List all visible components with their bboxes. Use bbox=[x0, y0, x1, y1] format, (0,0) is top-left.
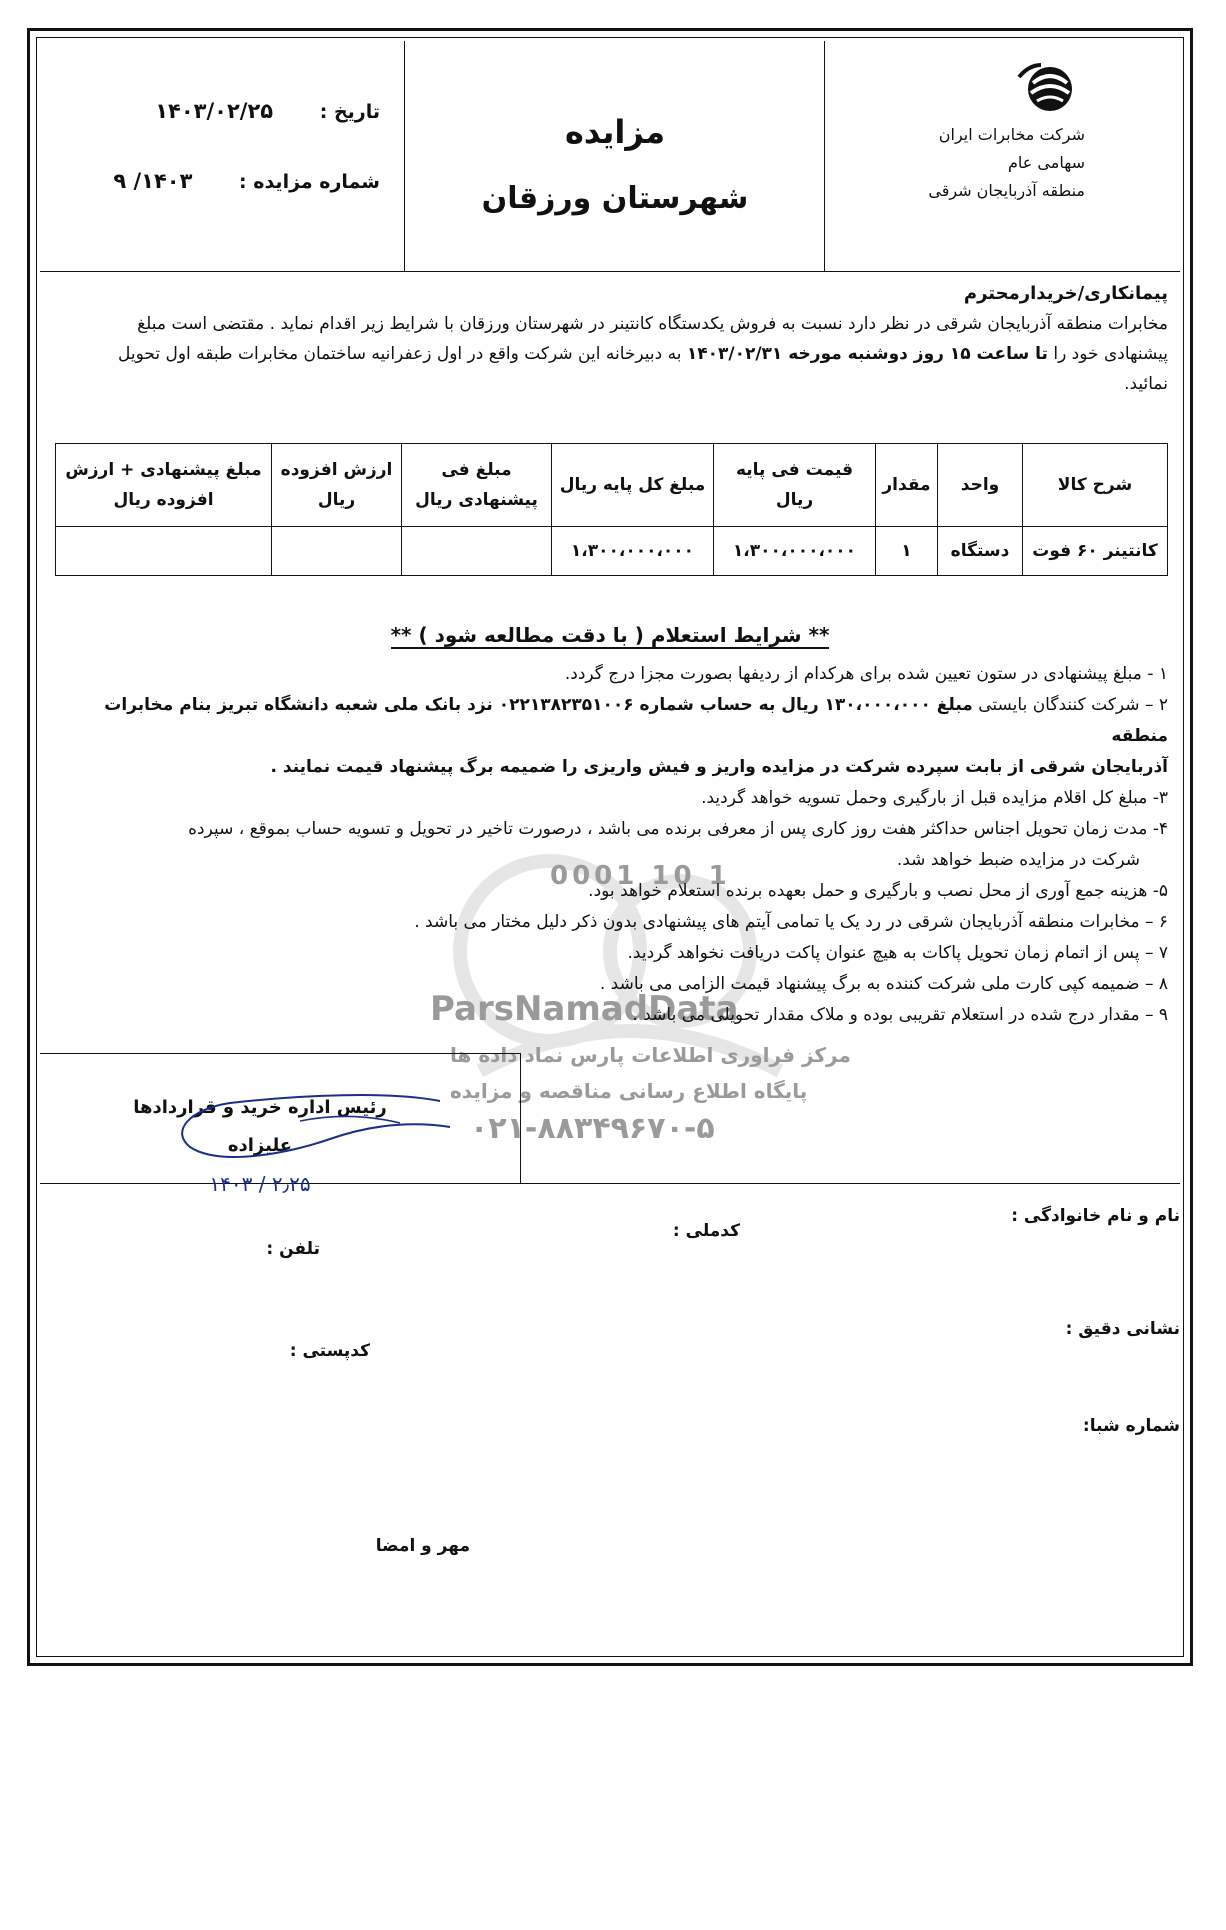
condition-2-start: ۲ – شرکت کنندگان بایستی bbox=[978, 695, 1168, 715]
telecom-logo-icon bbox=[1015, 59, 1085, 115]
intro-line-2-end: به دبیرخانه این شرکت واقع در اول زعفرانیه ساختمان مخابرات طبقه اول تحویل bbox=[118, 344, 682, 364]
condition-2-deposit-cont: آذربایجان شرقی از بابت سپرده شرکت در مزایده واریز و فیش واریزی را ضمیمه برگ پیشنهاد قیمت نمایند . bbox=[270, 757, 1168, 777]
condition-9: ۹ – مقدار درج شده در استعلام تقریبی بوده و ملاک مقدار تحویلی می باشد . bbox=[632, 1005, 1168, 1025]
header-vat: ارزش افزوده ریال bbox=[272, 444, 402, 527]
condition-2 bbox=[52, 690, 1168, 752]
conditions-title bbox=[30, 623, 1190, 647]
sheba-label: شماره شبا: bbox=[1082, 1416, 1180, 1436]
intro-line-2 bbox=[52, 339, 1168, 369]
signature-date: ۲٫۲۵ / ۱۴۰۳ bbox=[209, 1172, 311, 1196]
condition-2-deposit: مبلغ ۱۳۰،۰۰۰،۰۰۰ ریال به حساب شماره ۰۲۲۱۳۸۲۳۵۱۰۰۶ نزد بانک ملی شعبه دانشگاه تبریز بنام مخابرات منطقه bbox=[104, 695, 1168, 746]
items-table bbox=[55, 443, 1168, 576]
condition-6: ۶ – مخابرات منطقه آذربایجان شرقی در رد یک یا تمامی آیتم های پیشنهادی بدون ذکر دلیل مختار می باشد . bbox=[414, 912, 1168, 932]
title-block bbox=[404, 41, 825, 271]
watermark-brand: ParsNamadData bbox=[430, 989, 739, 1029]
phone-label: تلفن : bbox=[266, 1239, 320, 1259]
table-header-row bbox=[56, 444, 1168, 527]
auction-number-value: ۱۴۰۳/ ۹ bbox=[113, 169, 193, 193]
company-block bbox=[824, 41, 1180, 271]
header-unit: واحد bbox=[938, 444, 1023, 527]
deadline-text: تا ساعت ۱۵ روز دوشنبه مورخه ۱۴۰۳/۰۲/۳۱ bbox=[686, 344, 1048, 364]
signer-name: علیزاده bbox=[227, 1135, 293, 1156]
condition-8: ۸ – ضمیمه کپی کارت ملی شرکت کننده به برگ پیشنهاد قیمت الزامی می باشد . bbox=[599, 974, 1168, 994]
cell-vat[interactable] bbox=[272, 527, 402, 576]
handwritten-signature bbox=[150, 1081, 470, 1191]
meta-block bbox=[40, 41, 410, 271]
header-base-unit-price: قیمت فی پایه ریال bbox=[714, 444, 876, 527]
condition-2-cont bbox=[52, 752, 1168, 783]
table-row bbox=[56, 527, 1168, 576]
condition-3: ۳- مبلغ کل اقلام مزایده قبل از بارگیری وحمل تسویه خواهد گردید. bbox=[701, 788, 1168, 808]
document-title: مزایده bbox=[564, 113, 666, 151]
watermark-digits: 0001 10 1 bbox=[550, 861, 731, 891]
condition-5: ۵- هزینه جمع آوری از محل نصب و بارگیری و حمل بعهده برنده استعلام خواهد بود. bbox=[588, 881, 1168, 901]
cell-offered-total-with-vat[interactable] bbox=[56, 527, 272, 576]
watermark-line2: پایگاه اطلاع رسانی مناقصه و مزایده bbox=[450, 1079, 808, 1103]
watermark-phone: ۰۲۱-۸۸۳۴۹۶۷۰-۵ bbox=[470, 1111, 715, 1146]
cell-base-unit-price: ۱،۳۰۰،۰۰۰،۰۰۰ bbox=[714, 527, 876, 576]
header-offered-total-with-vat: مبلغ پیشنهادی + ارزش افزوده ریال bbox=[56, 444, 272, 527]
date-label: تاریخ : bbox=[319, 101, 380, 123]
intro-line-1: مخابرات منطقه آذربایجان شرقی در نظر دارد نسبت به فروش یکدستگاه کانتینر در شهرستان ورزقان با شرایط زیر اقدام نماید . مقتضی است مبلغ bbox=[137, 314, 1168, 334]
conditions-list bbox=[52, 659, 1168, 1031]
auction-number-row bbox=[113, 169, 380, 193]
signer-role: رئیس اداره خرید و قراردادها bbox=[133, 1097, 387, 1118]
header-quantity: مقدار bbox=[876, 444, 938, 527]
national-code-label: کدملی : bbox=[672, 1221, 740, 1241]
auction-notice-page bbox=[27, 28, 1193, 1666]
cell-offered-unit-price[interactable] bbox=[402, 527, 552, 576]
cell-base-total: ۱،۳۰۰،۰۰۰،۰۰۰ bbox=[552, 527, 714, 576]
header-description: شرح کالا bbox=[1023, 444, 1168, 527]
cell-quantity: ۱ bbox=[876, 527, 938, 576]
header-offered-unit-price: مبلغ فی پیشنهادی ریال bbox=[402, 444, 552, 527]
postal-code-label: کدپستی : bbox=[289, 1341, 370, 1361]
condition-1: ۱ - مبلغ پیشنهادی در ستون تعیین شده برای هرکدام از ردیفها بصورت مجزا درج گردد. bbox=[564, 664, 1168, 684]
header bbox=[40, 41, 1180, 272]
intro-line-3: نمائید. bbox=[1124, 374, 1168, 394]
auction-number-label: شماره مزایده : bbox=[239, 171, 380, 193]
intro-paragraph bbox=[52, 279, 1168, 399]
conditions-title-text: ** شرایط استعلام ( با دقت مطالعه شود ) ** bbox=[390, 623, 830, 647]
name-label: نام و نام خانوادگی : bbox=[1011, 1206, 1180, 1226]
salutation: پیمانکاری/خریدارمحترم bbox=[963, 283, 1168, 304]
company-name bbox=[928, 121, 1085, 205]
company-line-1: شرکت مخابرات ایران bbox=[938, 125, 1085, 144]
condition-4: ۴- مدت زمان تحویل اجناس حداکثر هفت روز کاری پس از معرفی برنده می باشد ، درصورت تاخیر در تحویل و تسویه حساب بموقع ، سپرده bbox=[188, 819, 1168, 839]
watermark-line1: مرکز فراوری اطلاعات پارس نماد داده ها bbox=[450, 1043, 851, 1067]
date-value: ۱۴۰۳/۰۲/۲۵ bbox=[155, 99, 274, 123]
condition-4-cont: شرکت در مزایده ضبط خواهد شد. bbox=[896, 850, 1140, 870]
intro-line-2-start: پیشنهادی خود را bbox=[1053, 344, 1168, 364]
company-line-2: سهامی عام bbox=[1008, 153, 1085, 172]
cell-unit: دستگاه bbox=[938, 527, 1023, 576]
condition-7: ۷ – پس از اتمام زمان تحویل پاکات به هیچ عنوان پاکت دریافت نخواهد گردید. bbox=[627, 943, 1168, 963]
stamp-signature-label: مهر و امضا bbox=[375, 1536, 470, 1556]
cell-description: کانتینر ۶۰ فوت bbox=[1023, 527, 1168, 576]
document-subtitle: شهرستان ورزقان bbox=[481, 181, 749, 216]
header-base-total: مبلغ کل پایه ریال bbox=[552, 444, 714, 527]
address-label: نشانی دقیق : bbox=[1065, 1319, 1180, 1339]
company-line-3: منطقه آذربایجان شرقی bbox=[928, 181, 1085, 200]
date-row bbox=[155, 99, 380, 123]
